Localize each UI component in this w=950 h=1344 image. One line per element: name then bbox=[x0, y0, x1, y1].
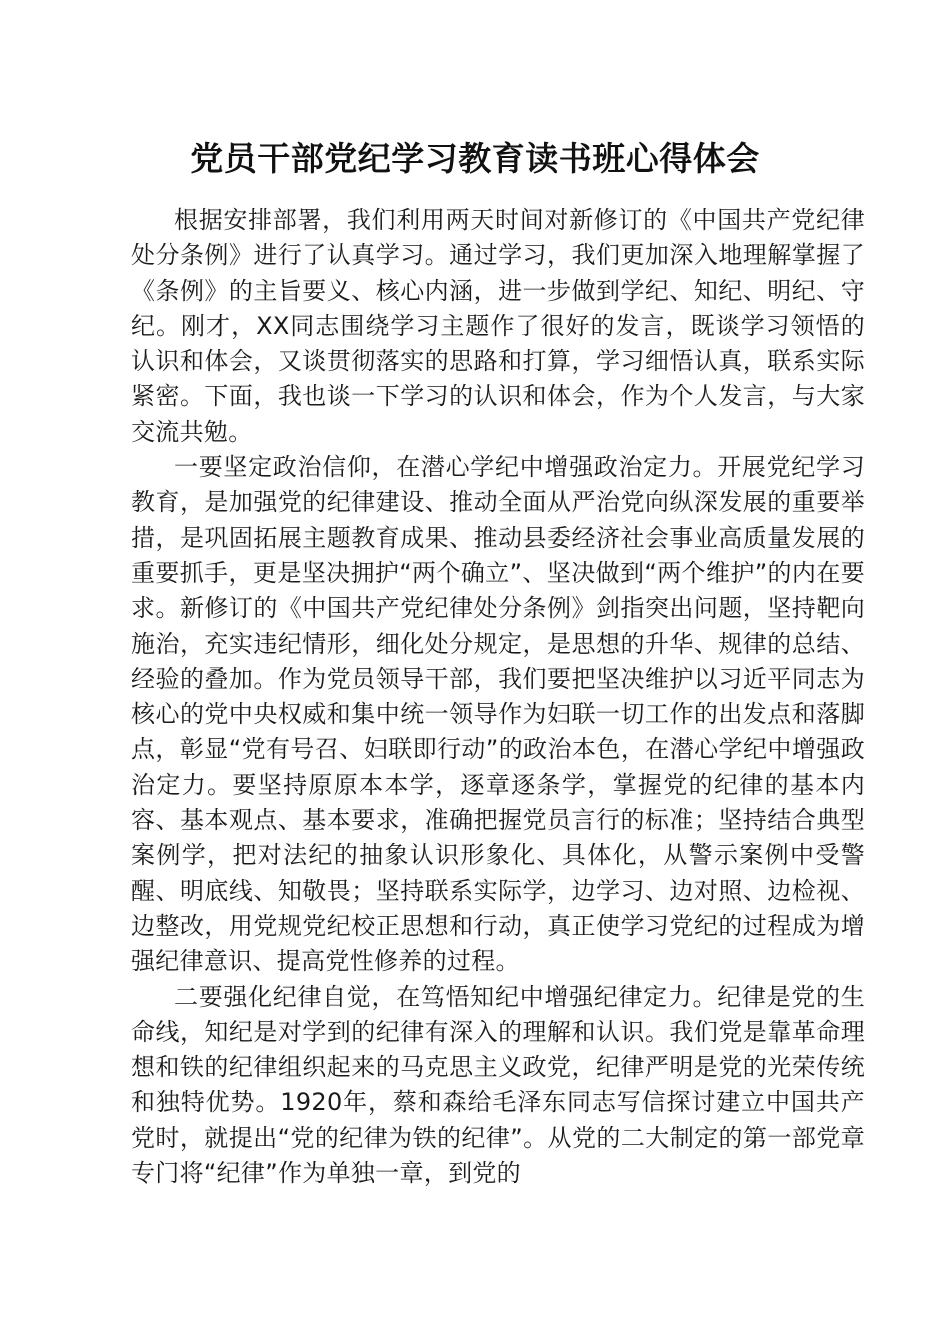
paragraph-political-faith: 一要坚定政治信仰，在潜心学纪中增强政治定力。开展党纪学习教育，是加强党的纪律建设、推动全面从严治党向纵深发展的重要举措，是巩固拓展主题教育成果、推动县委经济社会事业高质量发展的重要抓手，更是坚决拥护“两个确立”、坚决做到“两个维护”的内在要求。新修订的《中国共产党纪律处分条例》剑指突出问题，坚持靶向施治，充实违纪情形，细化处分规定，是思想的升华、规律的总结、经验的叠加。作为党员领导干部，我们要把坚决维护以习近平同志为核心的党中央权威和集中统一领导作为妇联一切工作的出发点和落脚点，彰显“党有号召、妇联即行动”的政治本色，在潜心学纪中增强政治定力。要坚持原原本本学，逐章逐条学，掌握党的纪律的基本内容、基本观点、基本要求，准确把握党员言行的标准；坚持结合典型案例学，把对法纪的抽象认识形象化、具体化，从警示案例中受警醒、明底线、知敬畏；坚持联系实际学，边学习、边对照、边检视、边整改，用党规党纪校正思想和行动，真正使学习党纪的过程成为增强纪律意识、提高党性修养的过程。 bbox=[131, 453, 865, 976]
document-body bbox=[131, 203, 865, 1191]
paragraph-intro: 根据安排部署，我们利用两天时间对新修订的《中国共产党纪律处分条例》进行了认真学习。通过学习，我们更加深入地理解掌握了《条例》的主旨要义、核心内涵，进一步做到学纪、知纪、明纪、守纪。刚才，XX同志围绕学习主题作了很好的发言，既谈学习领悟的认识和体会，又谈贯彻落实的思路和打算，学习细悟认真，联系实际紧密。下面，我也谈一下学习的认识和体会，作为个人发言，与大家交流共勉。 bbox=[131, 206, 865, 446]
document-title: 党员干部党纪学习教育读书班心得体会 bbox=[190, 139, 760, 178]
paragraph-discipline-awareness: 二要强化纪律自觉，在笃悟知纪中增强纪律定力。纪律是党的生命线，知纪是对学到的纪律有深入的理解和认识。我们党是靠革命理想和铁的纪律组织起来的马克思主义政党，纪律严明是党的光荣传统和独特优势。1920年，蔡和森给毛泽东同志写信探讨建立中国共产党时，就提出“党的纪律为铁的纪律”。从党的二大制定的第一部党章专门将“纪律”作为单独一章，到党的 bbox=[131, 982, 865, 1188]
